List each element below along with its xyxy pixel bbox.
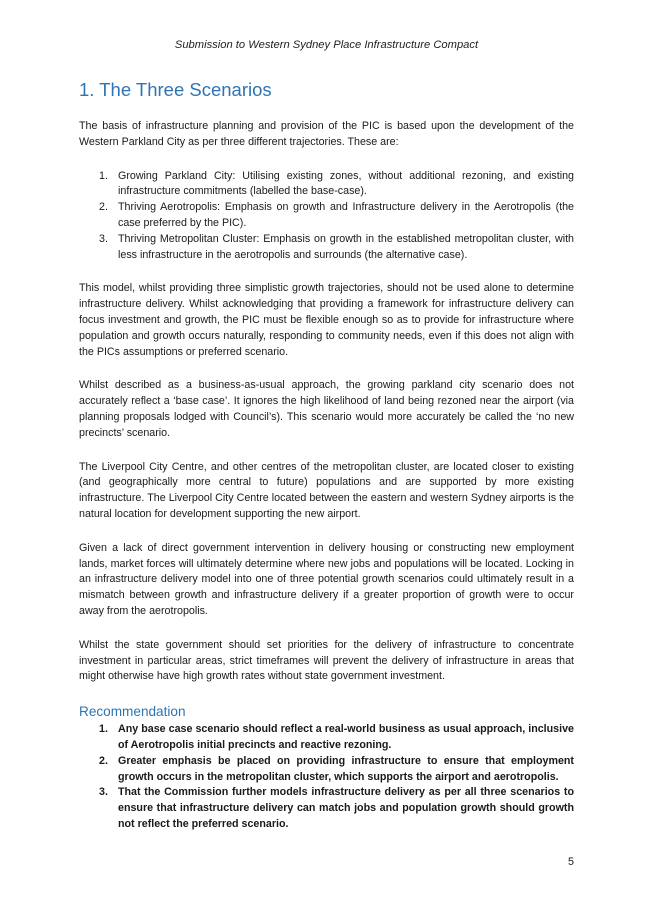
body-paragraph: Whilst described as a business-as-usual approach, the growing parkland city scenario does not accurately reflect a ‘base case’. It ignores the high likelihood of land being rezoned near the airport (via planning proposals lodged with Council’s). This scenario would more accurately be called the ‘no new precincts’ scenario. [79, 379, 574, 439]
body-paragraph: Whilst the state government should set priorities for the delivery of infrastructure to concentrate investment in particular areas, strict timeframes will prevent the delivery of infrastructure in areas that might otherwise have high growth rates without state government investment. [79, 638, 574, 683]
list-number: 3. [99, 232, 108, 245]
body-paragraph: Given a lack of direct government intervention in delivery housing or constructing new employment lands, market forces will ultimately determine where new jobs and populations will be located. Locking in an infrastructure delivery model into one of three potential growth scenarios could ultimately result in a mismatch between growth and infrastructure delivery if a greater proportion of growth were to occur away from the aerotropolis. [79, 541, 574, 617]
list-item [79, 169, 574, 201]
list-number: 2. [99, 754, 108, 767]
recommendation-heading: Recommendation [79, 704, 186, 720]
section-title: 1. The Three Scenarios [79, 79, 272, 100]
list-text: Thriving Aerotropolis: Emphasis on growth and Infrastructure delivery in the Aerotropolis (the case preferred by the PIC). [118, 201, 574, 229]
scenario-list [79, 169, 574, 264]
list-number: 2. [99, 201, 108, 214]
list-text: Thriving Metropolitan Cluster: Emphasis on growth in the established metropolitan cluster, with less infrastructure in the aerotropolis and surrounds (the alternative case). [118, 232, 574, 261]
list-number: 3. [99, 786, 108, 799]
body-paragraph: The Liverpool City Centre, and other centres of the metropolitan cluster, are located closer to existing (and geographically more central to future) populations and are supported by more existing infrastructure. The Liverpool City Centre located between the eastern and western Sydney airports is the natural location for development supporting the new airport. [79, 460, 574, 520]
list-item [79, 200, 574, 232]
list-text: Growing Parkland City: Utilising existing zones, without additional rezoning, and existing infrastructure commitments (labelled the base-case). [118, 169, 574, 198]
list-item [79, 754, 574, 786]
body-paragraph: This model, whilst providing three simplistic growth trajectories, should not be used alone to determine infrastructure delivery. Whilst acknowledging that providing a framework for infrastructure delivery can focus investment and growth, the PIC must be flexible enough so as to provide for infrastructure where population and growth occurs naturally, responding to community needs, even if this does not align with the PICs assumptions or preferred scenario. [79, 282, 574, 358]
list-text: Any base case scenario should reflect a real-world business as usual approach, inclusive of Aerotropolis initial precincts and reactive rezoning. [118, 723, 574, 751]
list-item [79, 232, 574, 264]
recommendation-list [79, 722, 574, 833]
list-text: Greater emphasis be placed on providing infrastructure to ensure that employment growth occurs in the metropolitan cluster, which supports the airport and aerotropolis. [118, 754, 574, 783]
page-number: 5 [568, 856, 574, 868]
intro-paragraph: The basis of infrastructure planning and provision of the PIC is based upon the development of the Western Parkland City as per three different trajectories. These are: [79, 120, 574, 148]
list-item [79, 785, 574, 832]
list-item [79, 722, 574, 754]
list-number: 1. [99, 723, 108, 736]
running-header: Submission to Western Sydney Place Infrastructure Compact [174, 39, 479, 51]
list-number: 1. [99, 169, 108, 182]
page-content [79, 78, 574, 833]
list-text: That the Commission further models infrastructure delivery as per all three scenarios to ensure that infrastructure delivery can match jobs and population growth should growth not reflect the preferred scenario. [118, 786, 574, 830]
